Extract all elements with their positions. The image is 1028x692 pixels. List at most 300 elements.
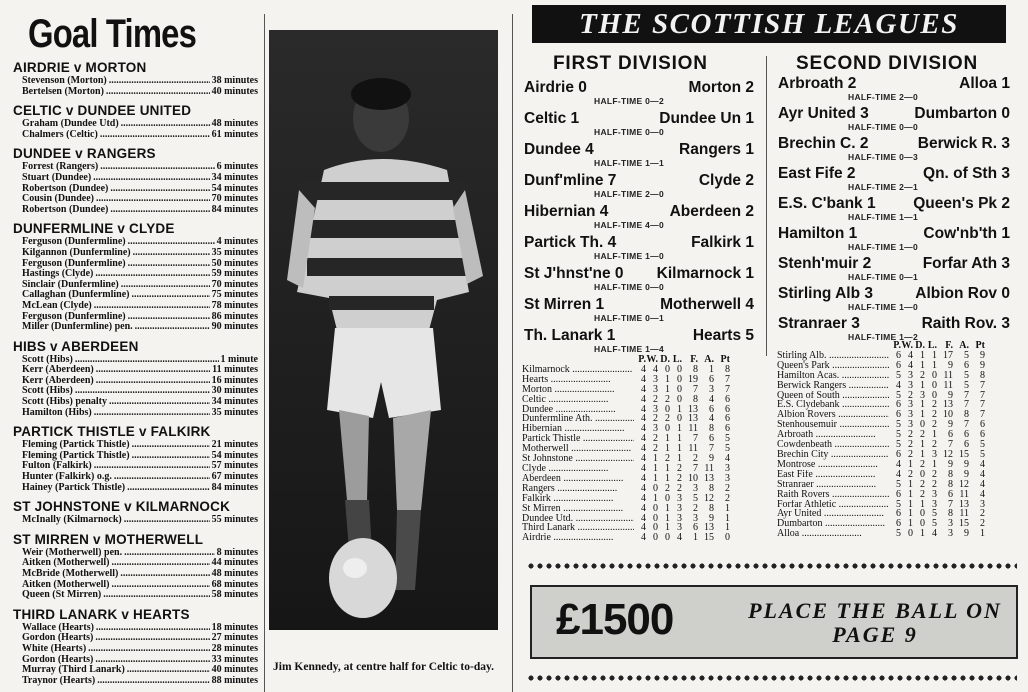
table-cell: 1 <box>920 498 925 510</box>
match-block <box>6 146 260 215</box>
home-team: Stenh'muir <box>778 255 859 272</box>
table-cell: 3 <box>693 482 698 494</box>
scorer-name: Sinclair (Dunfermline) <box>22 279 119 290</box>
table-row <box>522 375 730 385</box>
column-rule <box>512 14 513 692</box>
table-cell: 5 <box>896 478 901 490</box>
table-cell: 8 <box>709 423 714 435</box>
table-cell: 13 <box>943 399 953 411</box>
goal-time: 70 minutes <box>211 194 258 205</box>
table-cell: 9 <box>709 453 714 465</box>
table-cell: 5 <box>725 443 730 455</box>
away-goals: 1 <box>1001 75 1010 92</box>
scorer-name: Graham (Dundee Utd) <box>22 119 119 130</box>
table-team: Cowdenbeath ..... <box>777 440 889 450</box>
away-team: Aberdeen <box>669 203 742 220</box>
scorer-name: Bertelsen (Morton) <box>22 86 104 97</box>
table-team: East Fife ..... <box>777 470 889 480</box>
scorer-row <box>22 569 258 580</box>
home-goals: 2 <box>847 75 857 92</box>
leader-dots <box>132 451 210 462</box>
table-cell: 5 <box>693 492 698 504</box>
table-cell: 2 <box>932 409 937 421</box>
goal-time: 59 minutes <box>211 269 258 280</box>
table-cell: 2 <box>932 478 937 490</box>
leader-dots <box>103 590 209 601</box>
home-goals: 4 <box>599 203 609 220</box>
scorer-row <box>22 194 258 205</box>
table-team: Aberdeen ..... <box>522 474 634 484</box>
table-cell: 15 <box>959 518 969 530</box>
table-header-cell: L. <box>927 340 937 351</box>
table-cell: 1 <box>665 512 670 524</box>
scorer-row <box>22 130 258 141</box>
home-goals: 1 <box>848 225 858 242</box>
away-side <box>923 225 1010 243</box>
away-team: Kilmarnock <box>656 265 742 282</box>
leader-dots <box>96 623 210 634</box>
result-block <box>778 135 1010 162</box>
half-time-score: HALF-TIME 1—2 <box>848 332 919 342</box>
table-cell: 7 <box>964 399 969 411</box>
goal-times-column <box>6 8 260 692</box>
away-goals: 2 <box>745 79 754 96</box>
table-cell: 2 <box>980 518 985 530</box>
scorer-row <box>22 205 258 216</box>
match-heading: ST JOHNSTONE v KILMARNOCK <box>13 499 231 515</box>
home-side <box>524 79 587 97</box>
table-cell: 6 <box>725 403 730 415</box>
result-block <box>778 255 1010 282</box>
away-side <box>923 255 1010 273</box>
scorer-name: Wallace (Hearts) <box>22 622 94 633</box>
match-heading: CELTIC v DUNDEE UNITED <box>13 103 192 119</box>
result-row <box>524 327 754 345</box>
table-header-cell: F. <box>690 354 698 365</box>
scorer-name: Gordon (Hearts) <box>22 633 94 644</box>
away-side <box>699 172 754 190</box>
table-cell: 3 <box>725 462 730 474</box>
table-cell: 1 <box>908 508 913 520</box>
scorer-name: Fleming (Partick Thistle) <box>22 440 130 451</box>
table-cell: 2 <box>908 389 913 401</box>
result-block <box>778 195 1010 222</box>
half-time-score: HALF-TIME 1—0 <box>848 242 919 252</box>
table-team: Stirling Alb. ..... <box>777 351 889 361</box>
result-block <box>524 79 754 106</box>
table-cell: 0 <box>932 369 937 381</box>
table-cell: 3 <box>709 383 714 395</box>
table-cell: 0 <box>653 512 658 524</box>
scorer-row <box>22 461 258 472</box>
match-heading: HIBS v ABERDEEN <box>13 338 139 354</box>
table-cell: 8 <box>948 478 953 490</box>
scorer-row <box>22 676 258 687</box>
leader-dots <box>114 472 210 483</box>
scorer-name: Forrest (Rangers) <box>22 162 99 173</box>
half-time-score: HALF-TIME 2—0 <box>848 92 919 102</box>
table-cell: 0 <box>677 393 682 405</box>
table-row <box>522 395 730 405</box>
table-row <box>777 490 985 500</box>
leader-dots <box>93 173 209 184</box>
goal-time: 27 minutes <box>211 633 258 644</box>
second-division-table <box>777 341 985 539</box>
away-goals: 3 <box>1001 255 1010 272</box>
goal-time: 90 minutes <box>211 322 258 333</box>
table-cell: 3 <box>920 389 925 401</box>
table-cell: 1 <box>677 423 682 435</box>
table-cell: 6 <box>896 399 901 411</box>
table-cell: 4 <box>641 373 646 385</box>
goal-times-list <box>6 60 260 686</box>
first-division-heading: FIRST DIVISION <box>553 53 708 74</box>
home-team: St Mirren <box>524 296 592 313</box>
table-cell: 7 <box>980 409 985 421</box>
away-team: Clyde <box>698 172 742 189</box>
goal-time: 35 minutes <box>211 247 258 258</box>
scorer-row <box>22 644 258 655</box>
home-team: East Fife <box>778 165 843 182</box>
leader-dots <box>124 515 210 526</box>
half-time-score: HALF-TIME 0—1 <box>594 313 665 323</box>
table-cell: 3 <box>908 369 913 381</box>
table-cell: 6 <box>896 349 901 361</box>
home-side <box>778 315 860 333</box>
home-team: St J'hnst'ne <box>524 265 611 282</box>
table-cell: 1 <box>920 379 925 391</box>
leader-dots <box>88 644 209 655</box>
table-cell: 3 <box>725 472 730 484</box>
table-team: Forfar Athletic ..... <box>777 500 889 510</box>
table-cell: 1 <box>920 399 925 411</box>
leader-dots <box>111 580 209 591</box>
table-cell: 2 <box>677 482 682 494</box>
leader-dots <box>100 162 214 173</box>
leader-dots <box>75 386 210 397</box>
table-row <box>777 519 985 529</box>
home-goals: 7 <box>607 172 617 189</box>
half-time-score: HALF-TIME 1—1 <box>594 158 665 168</box>
scorer-row <box>22 322 258 333</box>
wavy-rule <box>527 674 1017 682</box>
half-time-score: HALF-TIME 0—0 <box>594 127 665 137</box>
table-cell: 0 <box>653 532 658 544</box>
leader-dots <box>94 461 210 472</box>
goal-time: 48 minutes <box>211 119 258 130</box>
scorer-name: Kilgannon (Dunfermline) <box>22 247 131 258</box>
table-cell: 10 <box>943 409 953 421</box>
leagues-banner-title: THE SCOTTISH LEAGUES <box>579 7 959 40</box>
table-cell: 7 <box>980 399 985 411</box>
table-cell: 3 <box>677 502 682 514</box>
away-goals: 0 <box>1001 105 1010 122</box>
division-rule <box>766 56 767 356</box>
scorer-row <box>22 184 258 195</box>
table-header-cell: P. <box>638 354 646 365</box>
home-team: Th. Lanark <box>524 327 603 344</box>
table-cell: 9 <box>980 359 985 371</box>
away-goals: 1 <box>745 265 754 282</box>
table-cell: 9 <box>948 359 953 371</box>
table-row <box>522 523 730 533</box>
match-heading: AIRDRIE v MORTON <box>13 60 147 75</box>
table-row <box>522 454 730 464</box>
table-team: Raith Rovers ..... <box>777 490 889 500</box>
table-cell: 3 <box>932 498 937 510</box>
table-cell: 0 <box>677 363 682 375</box>
table-cell: 5 <box>964 349 969 361</box>
goal-time: 57 minutes <box>211 461 258 472</box>
match-block <box>6 532 260 601</box>
leader-dots <box>132 290 210 301</box>
home-side <box>524 172 616 190</box>
table-cell: 7 <box>725 383 730 395</box>
away-goals: 1 <box>745 110 754 127</box>
table-cell: 1 <box>665 443 670 455</box>
home-team: Celtic <box>524 110 567 127</box>
table-cell: 4 <box>896 468 901 480</box>
table-row <box>522 405 730 415</box>
table-cell: 10 <box>688 472 698 484</box>
table-cell: 0 <box>665 403 670 415</box>
table-row <box>522 533 730 543</box>
away-goals: 3 <box>1001 315 1010 332</box>
table-row <box>522 424 730 434</box>
home-side <box>778 75 856 93</box>
table-cell: 7 <box>980 389 985 401</box>
table-cell: 2 <box>677 462 682 474</box>
match-heading: DUNDEE v RANGERS <box>13 146 156 162</box>
goal-time: 16 minutes <box>211 375 258 386</box>
away-team: Berwick R. <box>917 135 998 152</box>
result-row <box>778 195 1010 213</box>
result-row <box>524 110 754 128</box>
home-side <box>524 265 624 283</box>
table-row <box>777 430 985 440</box>
table-cell: 1 <box>665 472 670 484</box>
table-cell: 3 <box>677 492 682 504</box>
leader-dots <box>128 259 210 270</box>
table-cell: 2 <box>920 458 925 470</box>
table-cell: 0 <box>725 532 730 544</box>
result-block <box>524 141 754 168</box>
home-side <box>778 135 868 153</box>
home-team: Arbroath <box>778 75 844 92</box>
table-cell: 6 <box>948 488 953 500</box>
home-team: Hibernian <box>524 203 596 220</box>
table-cell: 4 <box>641 492 646 504</box>
table-cell: 4 <box>896 458 901 470</box>
table-cell: 1 <box>653 492 658 504</box>
table-cell: 7 <box>693 433 698 445</box>
table-cell: 2 <box>920 488 925 500</box>
table-cell: 4 <box>725 453 730 465</box>
home-side <box>524 110 579 128</box>
result-row <box>524 172 754 190</box>
half-time-score: HALF-TIME 0—2 <box>594 96 665 106</box>
half-time-score: HALF-TIME 0—0 <box>594 282 665 292</box>
home-goals: 4 <box>585 141 594 158</box>
table-cell: 8 <box>709 502 714 514</box>
scorer-name: Stuart (Dundee) <box>22 172 92 183</box>
scorer-name: Hastings (Clyde) <box>22 269 94 280</box>
scorer-row <box>22 259 258 270</box>
table-cell: 1 <box>920 439 925 451</box>
away-team: Qn. of Sth <box>923 165 998 182</box>
away-side <box>657 265 754 283</box>
scorer-name: Murray (Third Lanark) <box>22 665 125 676</box>
table-cell: 1 <box>665 373 670 385</box>
home-side <box>778 165 856 183</box>
result-block <box>778 225 1010 252</box>
scorer-name: Ferguson (Dunfermline) <box>22 237 126 248</box>
table-cell: 4 <box>980 458 985 470</box>
result-block <box>524 172 754 199</box>
table-cell: 5 <box>980 439 985 451</box>
wavy-rule <box>527 562 1017 570</box>
table-cell: 2 <box>932 419 937 431</box>
table-cell: 11 <box>943 369 953 381</box>
table-team: Morton ..... <box>522 385 634 395</box>
goal-time: 11 minutes <box>212 365 258 376</box>
goal-time: 68 minutes <box>211 579 258 590</box>
table-cell: 1 <box>920 528 925 540</box>
table-cell: 6 <box>980 429 985 441</box>
home-side <box>778 255 871 273</box>
table-cell: 3 <box>653 403 658 415</box>
scorer-name: Cousin (Dundee) <box>22 194 94 205</box>
home-goals: 1 <box>866 195 876 212</box>
table-cell: 0 <box>677 383 682 395</box>
half-time-score: HALF-TIME 1—1 <box>848 212 919 222</box>
table-cell: 0 <box>920 508 925 520</box>
table-cell: 2 <box>908 439 913 451</box>
table-cell: 6 <box>964 439 969 451</box>
scorer-row <box>22 312 258 323</box>
table-team: Dundee ..... <box>522 405 634 415</box>
table-cell: 4 <box>677 532 682 544</box>
table-cell: 13 <box>688 413 698 425</box>
table-cell: 2 <box>653 433 658 445</box>
table-cell: 4 <box>641 413 646 425</box>
table-cell: 8 <box>725 363 730 375</box>
leader-dots <box>111 558 209 569</box>
table-header <box>522 355 730 365</box>
table-cell: 2 <box>665 413 670 425</box>
goal-time: 61 minutes <box>211 129 258 140</box>
scorer-name: Robertson (Dundee) <box>22 183 109 194</box>
scorer-row <box>22 408 258 419</box>
table-cell: 1 <box>653 462 658 474</box>
away-side <box>691 234 754 252</box>
home-team: Brechin C. <box>778 135 856 152</box>
scorer-name: Traynor (Hearts) <box>22 675 96 686</box>
table-cell: 9 <box>964 458 969 470</box>
table-row <box>777 410 985 420</box>
result-block <box>524 110 754 137</box>
table-row <box>777 450 985 460</box>
table-cell: 1 <box>677 403 682 415</box>
away-goals: 5 <box>745 327 754 344</box>
leader-dots <box>95 633 209 644</box>
table-cell: 5 <box>964 369 969 381</box>
goal-times-title: Goal Times <box>28 12 197 56</box>
away-side <box>913 195 1010 213</box>
away-team: Rangers <box>679 141 742 158</box>
table-row <box>522 474 730 484</box>
table-cell: 1 <box>653 453 658 465</box>
table-cell: 1 <box>665 462 670 474</box>
table-cell: 8 <box>693 363 698 375</box>
table-team: Stranraer ..... <box>777 480 889 490</box>
table-header-cell: P. <box>893 340 901 351</box>
table-cell: 1 <box>653 472 658 484</box>
result-row <box>778 225 1010 243</box>
goal-time: 54 minutes <box>211 450 258 461</box>
column-rule <box>264 14 265 692</box>
table-team: St Mirren ..... <box>522 504 634 514</box>
result-row <box>778 105 1010 123</box>
table-row <box>777 381 985 391</box>
table-header-cell: D. <box>915 340 925 351</box>
table-team: Hibernian ..... <box>522 424 634 434</box>
leader-dots <box>75 355 219 366</box>
table-cell: 13 <box>704 472 714 484</box>
table-cell: 4 <box>641 462 646 474</box>
table-header-cell: A. <box>959 340 969 351</box>
home-goals: 4 <box>607 234 617 251</box>
table-cell: 5 <box>932 518 937 530</box>
scorer-name: Kerr (Aberdeen) <box>22 365 94 376</box>
home-goals: 1 <box>595 296 605 313</box>
leader-dots <box>120 569 209 580</box>
home-team: Airdrie <box>524 79 574 96</box>
match-block <box>6 221 260 332</box>
table-cell: 6 <box>964 359 969 371</box>
goal-time: 21 minutes <box>211 440 258 451</box>
away-side <box>670 203 754 221</box>
scorer-row <box>22 472 258 483</box>
table-header-cell: D. <box>660 354 670 365</box>
table-cell: 3 <box>653 383 658 395</box>
table-team: Queen of South ..... <box>777 391 889 401</box>
table-team: Third Lanark ..... <box>522 523 634 533</box>
away-goals: 1 <box>745 234 754 251</box>
table-cell: 0 <box>653 522 658 534</box>
goal-time: 40 minutes <box>211 86 258 97</box>
table-cell: 2 <box>693 453 698 465</box>
home-goals: 2 <box>859 135 869 152</box>
table-header-cell: W. <box>901 340 913 351</box>
half-time-score: HALF-TIME 0—0 <box>848 122 919 132</box>
away-team: Hearts <box>692 327 742 344</box>
table-cell: 7 <box>725 373 730 385</box>
result-row <box>524 141 754 159</box>
home-team: Stranraer <box>778 315 847 332</box>
table-cell: 11 <box>688 423 698 435</box>
table-cell: 1 <box>932 359 937 371</box>
table-cell: 12 <box>943 448 953 460</box>
scorer-name: Hunter (Falkirk) o.g. <box>22 472 112 483</box>
table-cell: 2 <box>653 393 658 405</box>
table-cell: 1 <box>677 443 682 455</box>
leader-dots <box>94 301 210 312</box>
table-row <box>522 504 730 514</box>
table-cell: 1 <box>725 522 730 534</box>
table-cell: 1 <box>665 433 670 445</box>
scorer-name: Queen (St Mirren) <box>22 590 102 601</box>
